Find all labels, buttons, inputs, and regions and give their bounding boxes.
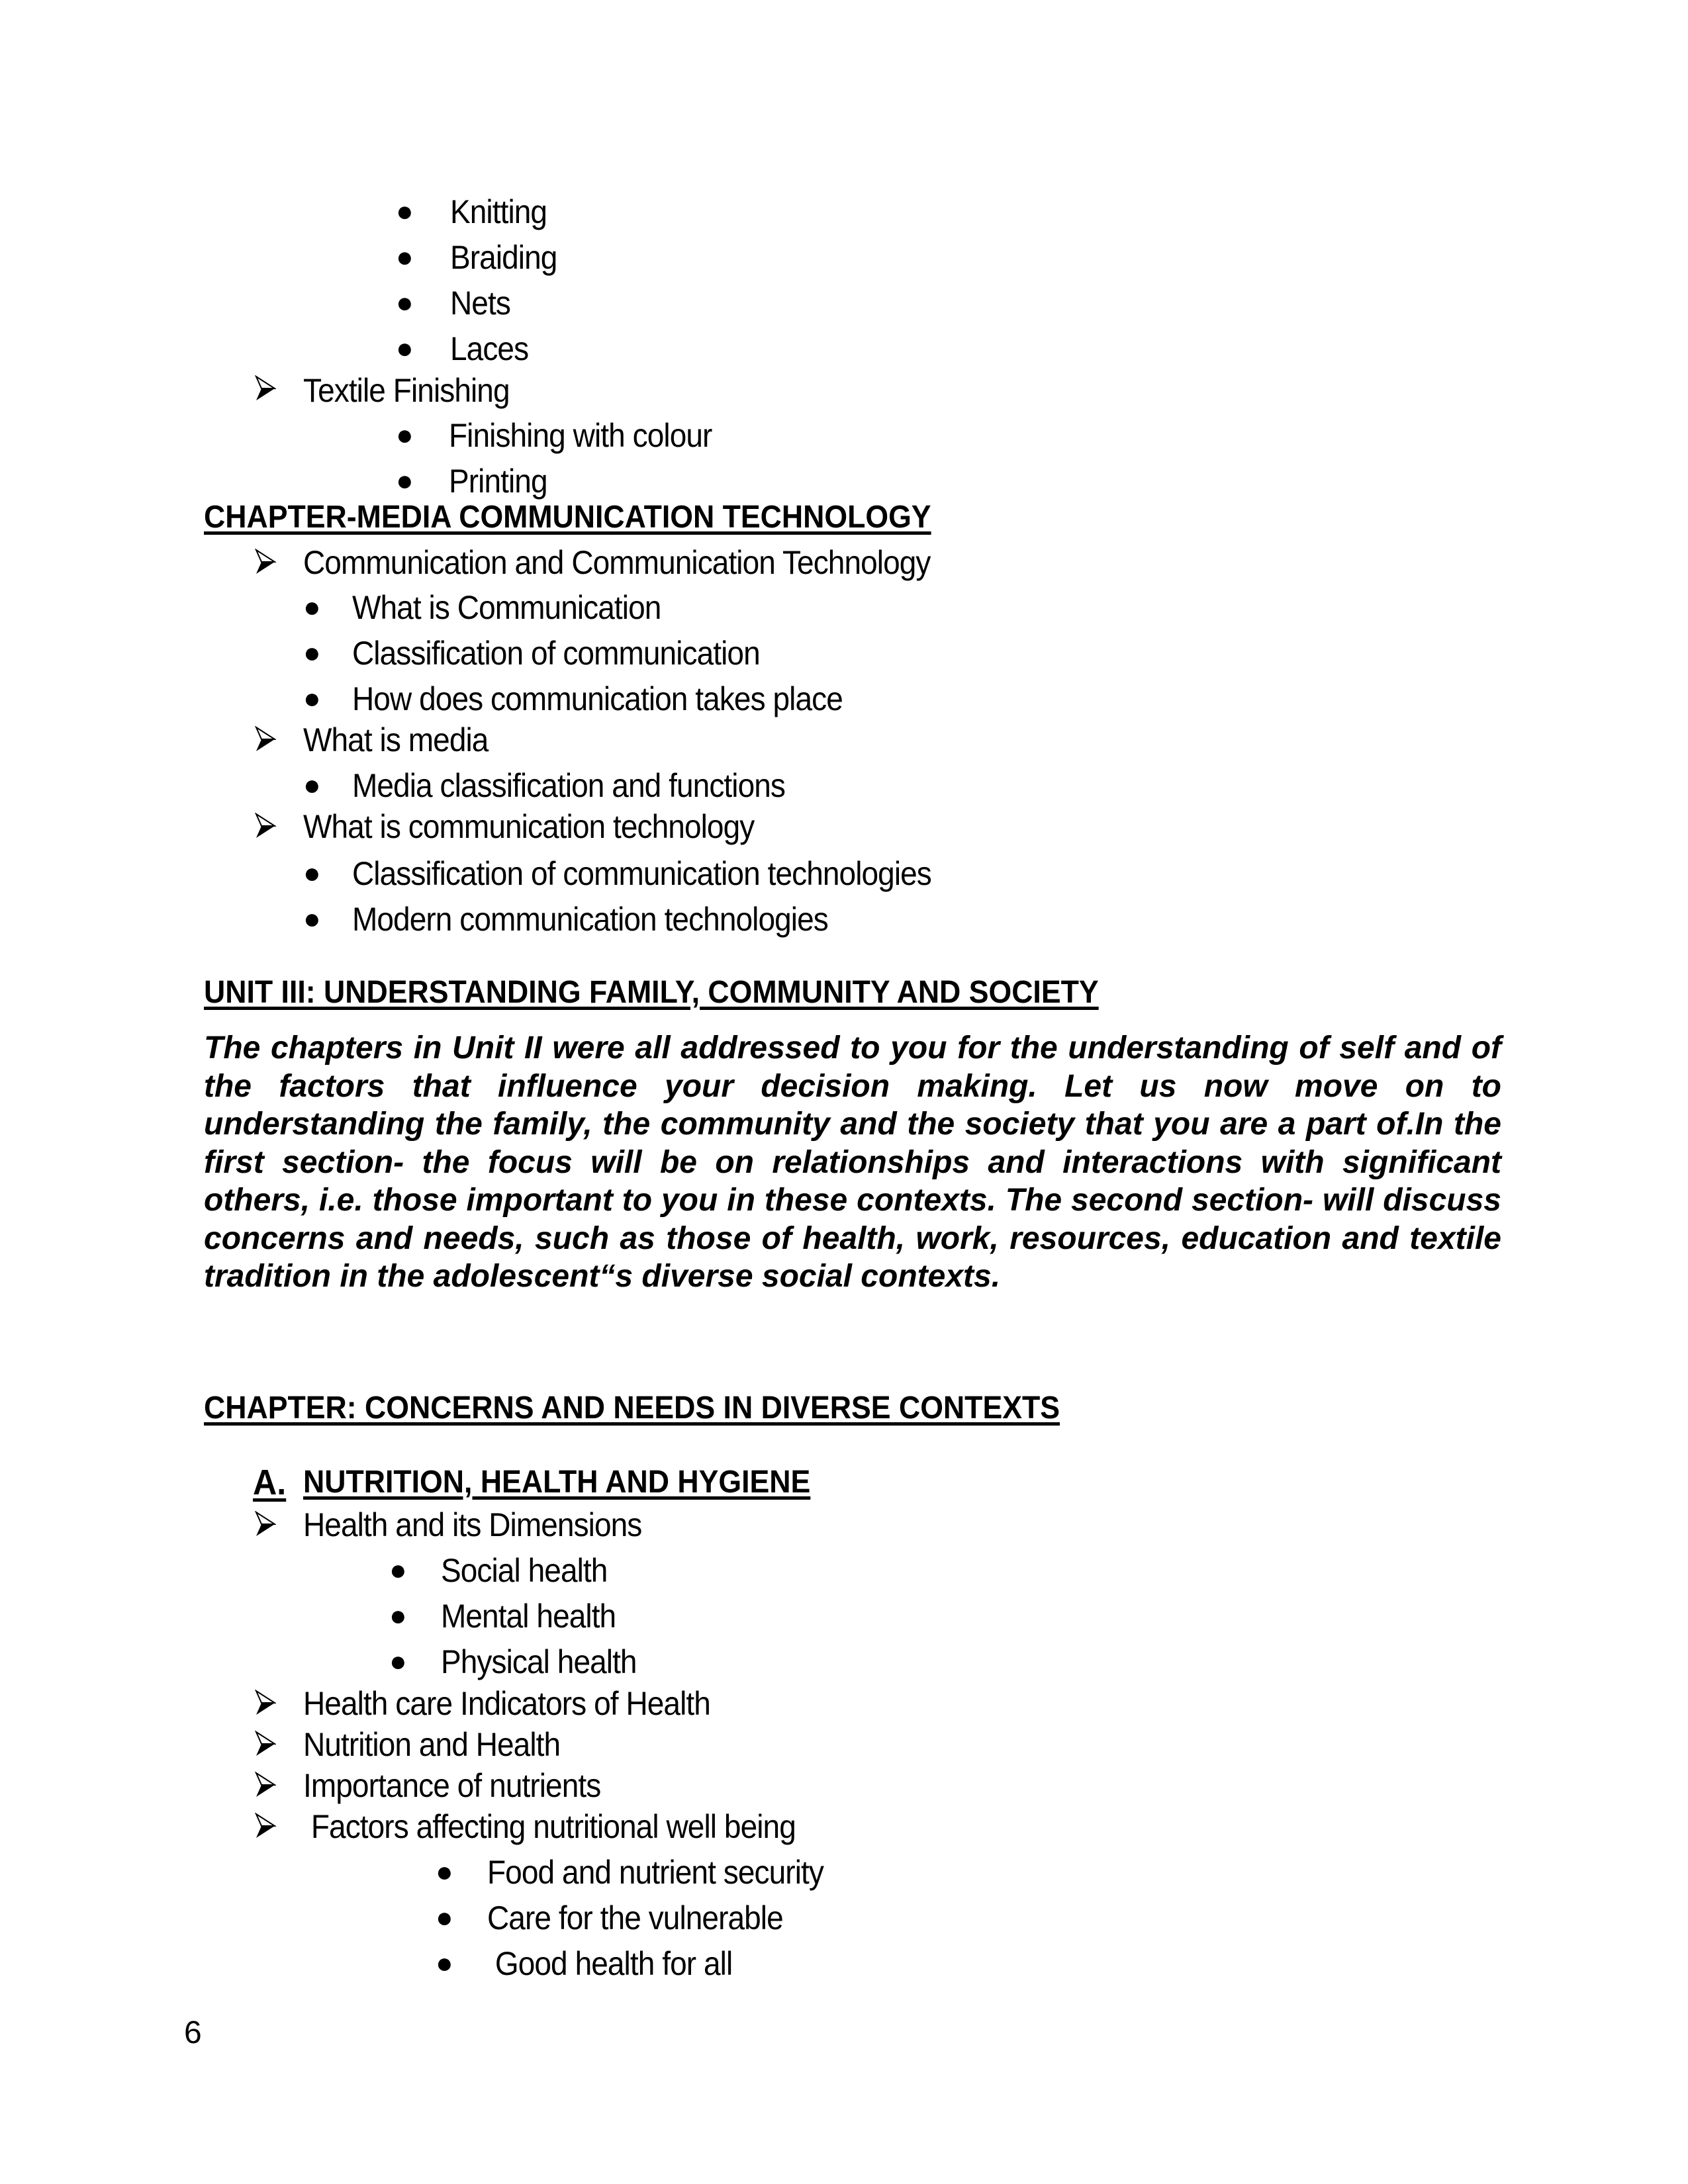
- chapter-heading-concerns: CHAPTER: CONCERNS AND NEEDS IN DIVERSE CONTEXTS: [204, 1390, 1060, 1426]
- list-item: Classification of communication: [352, 635, 760, 672]
- bullet-icon: ●: [303, 591, 321, 623]
- bullet-icon: ●: [396, 287, 414, 319]
- unit-heading: UNIT III: UNDERSTANDING FAMILY, COMMUNITY AND SOCIETY: [204, 975, 1099, 1010]
- bullet-icon: ●: [396, 332, 414, 365]
- list-item: Mental health: [441, 1598, 616, 1635]
- bullet-icon: ●: [396, 465, 414, 497]
- topic: What is media: [303, 721, 489, 758]
- bullet-icon: ●: [389, 1645, 407, 1678]
- arrowhead-bullet-icon: [255, 813, 276, 839]
- bullet-icon: ●: [436, 1901, 453, 1934]
- arrowhead-bullet-icon: [255, 375, 276, 402]
- list-item: Knitting: [450, 193, 547, 230]
- arrowhead-bullet-icon: [255, 1731, 276, 1757]
- bullet-icon: ●: [303, 903, 321, 935]
- bullet-icon: ●: [396, 195, 414, 228]
- list-item: Good health for all: [487, 1945, 733, 1982]
- bullet-icon: ●: [389, 1554, 407, 1586]
- section-textile-finishing: Textile Finishing: [303, 372, 510, 409]
- arrowhead-bullet-icon: [255, 1511, 276, 1537]
- bullet-icon: ●: [396, 241, 414, 273]
- list-item: Media classification and functions: [352, 767, 785, 804]
- arrowhead-bullet-icon: [255, 726, 276, 752]
- bullet-icon: ●: [303, 769, 321, 801]
- list-item: Finishing with colour: [449, 417, 712, 454]
- arrowhead-bullet-icon: [255, 549, 276, 575]
- list-item: Physical health: [441, 1643, 637, 1680]
- topic: Importance of nutrients: [303, 1767, 601, 1804]
- topic: Factors affecting nutritional well being: [303, 1808, 796, 1845]
- list-item: Classification of communication technologies: [352, 855, 931, 892]
- list-item: Care for the vulnerable: [487, 1899, 783, 1936]
- list-item: Food and nutrient security: [487, 1854, 823, 1891]
- bullet-icon: ●: [303, 637, 321, 669]
- list-item: How does communication takes place: [352, 680, 843, 717]
- topic: Health and its Dimensions: [303, 1506, 642, 1543]
- section-letter: A.: [253, 1463, 287, 1502]
- bullet-icon: ●: [436, 1856, 453, 1888]
- list-item: Social health: [441, 1552, 608, 1589]
- list-item: Modern communication technologies: [352, 901, 828, 938]
- list-item: Laces: [450, 330, 529, 367]
- bullet-icon: ●: [303, 682, 321, 715]
- topic: Health care Indicators of Health: [303, 1685, 710, 1722]
- topic: What is communication technology: [303, 808, 755, 845]
- bullet-icon: ●: [303, 857, 321, 889]
- page-number: 6: [184, 2015, 202, 2050]
- arrowhead-bullet-icon: [255, 1690, 276, 1716]
- section-title: NUTRITION, HEALTH AND HYGIENE: [303, 1465, 811, 1500]
- bullet-icon: ●: [389, 1600, 407, 1632]
- list-item: Nets: [450, 285, 510, 322]
- arrowhead-bullet-icon: [255, 1772, 276, 1798]
- arrowhead-bullet-icon: [255, 1813, 276, 1839]
- topic: Communication and Communication Technology: [303, 544, 931, 581]
- bullet-icon: ●: [396, 419, 414, 451]
- list-item: Braiding: [450, 239, 557, 276]
- list-item: Printing: [449, 463, 547, 500]
- bullet-icon: ●: [436, 1947, 453, 1979]
- unit-intro-paragraph: The chapters in Unit II were all addressed to you for the understanding of self and of the factors that influence your decision making. Let us now move on to understanding the family, the community and the society that you are a part of.In the first section- the focus will be on relationships and interactions with significant others, i.e. those important to you in these contexts. The second section- will discuss concerns and needs, such as those of health, work, resources, education and textile tradition in the adolescent“s diverse social contexts.: [204, 1030, 1501, 1294]
- topic: Nutrition and Health: [303, 1726, 561, 1763]
- list-item: What is Communication: [352, 589, 661, 626]
- chapter-heading-media: CHAPTER-MEDIA COMMUNICATION TECHNOLOGY: [204, 500, 931, 535]
